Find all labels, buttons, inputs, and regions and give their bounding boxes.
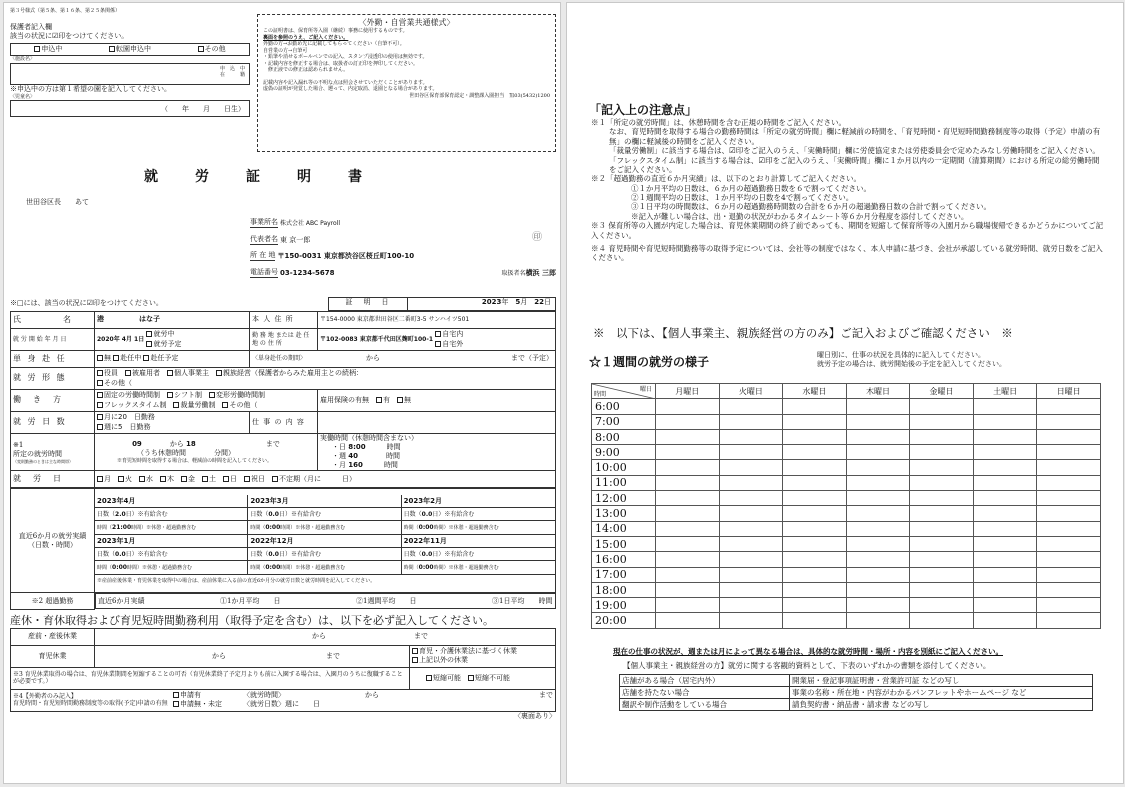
schedule-cell[interactable] xyxy=(846,429,910,444)
name-label: 氏 名 xyxy=(11,312,95,329)
cert-date-label: 証 明 日 xyxy=(328,297,408,311)
docs-table xyxy=(619,674,1093,711)
schedule-cell[interactable] xyxy=(783,567,847,582)
schedule-cell[interactable] xyxy=(910,460,974,475)
schedule-cell[interactable] xyxy=(1037,521,1101,536)
schedule-cell[interactable] xyxy=(973,613,1037,628)
style-options[interactable]: 固定の労働時間制 シフト制 変形労働時間制 フレックスタイム制 裁量労働制 その他（ xyxy=(95,390,318,412)
schedule-cell[interactable] xyxy=(1037,598,1101,613)
schedule-cell[interactable] xyxy=(656,521,720,536)
hour-row xyxy=(592,429,1101,444)
hour-label: 13:00 xyxy=(592,506,656,521)
handler-name[interactable]: 横浜 三郎 xyxy=(525,268,556,277)
schedule-cell[interactable] xyxy=(719,399,783,414)
schedule-cell[interactable] xyxy=(656,567,720,582)
childcare-field[interactable]: から まで xyxy=(95,645,410,667)
schedule-cell[interactable] xyxy=(783,582,847,597)
job-label: 仕 事 の 内 容 xyxy=(250,412,318,434)
cert-table xyxy=(10,297,556,721)
schedule-cell[interactable] xyxy=(1037,491,1101,506)
start-field[interactable]: 2020年 4月 1日 就労中 就労予定 xyxy=(95,329,250,351)
schedule-cell[interactable] xyxy=(1037,613,1101,628)
notes-list xyxy=(591,118,1106,263)
facility-label: 〈施設名〉 xyxy=(10,56,36,63)
tel-row: 電話番号 03-1234-5678 取扱者名横浜 三郎 xyxy=(250,267,556,277)
schedule-cell[interactable] xyxy=(719,552,783,567)
schedule-cell[interactable] xyxy=(656,399,720,414)
schedule-cell[interactable] xyxy=(783,475,847,490)
day-header: 木曜日 xyxy=(846,384,910,399)
schedule-cell[interactable] xyxy=(846,506,910,521)
employer-tel[interactable]: 03-1234-5678 xyxy=(280,268,335,277)
child-label: 〈児童名〉 xyxy=(10,93,36,100)
start-label: 就 労 開 始 年 月 日 xyxy=(11,329,95,351)
hour-label: 18:00 xyxy=(592,582,656,597)
hour-label: 9:00 xyxy=(592,445,656,460)
notice-line: 外勤の方→お勤め先に記載してもらってください（自筆不可）。 xyxy=(263,41,405,47)
notice-box xyxy=(257,14,556,152)
schedule-cell[interactable] xyxy=(973,521,1037,536)
notice-line: この証明書は、保育所等入園（継続）事務に使用するものです。 xyxy=(263,28,408,34)
schedule-cell[interactable] xyxy=(910,445,974,460)
schedule-cell[interactable] xyxy=(846,491,910,506)
weekly-table xyxy=(591,383,1101,629)
company-row: 事業所名 株式会社 ABC Payroll xyxy=(250,217,341,228)
record-month[interactable]: 2022年12月 日数（0.0日）※有給含む 時間（0:00時間）※休憩・超過勤務含む xyxy=(248,534,401,574)
employer-block xyxy=(250,213,556,278)
hour-row xyxy=(592,598,1101,613)
schedule-cell[interactable] xyxy=(973,414,1037,429)
docs-row xyxy=(620,687,1093,699)
style-label: 働 き 方 xyxy=(11,390,95,412)
notice-line: ・記載内容を修正する場合は、取扱者の訂正印を押印してください。 xyxy=(263,60,419,67)
docs-intro: 【個人事業主・親族経営の方】就労に関する客観的資料として、下表のいずれかの書類を添付してください。 xyxy=(623,661,991,670)
schedule-cell[interactable] xyxy=(783,491,847,506)
hour-row xyxy=(592,399,1101,414)
note4-row[interactable]: ※4【外勤者のみ記入】 育児時間・育児短時間勤務制度等の取得(予定)申請の有無 申請有 申請無・未定 〈就労時間〉 から まで 〈就労日数〉週に 日 xyxy=(11,689,556,711)
hour-row xyxy=(592,506,1101,521)
schedule-cell[interactable] xyxy=(973,536,1037,551)
hour-label: 14:00 xyxy=(592,521,656,536)
schedule-cell[interactable] xyxy=(719,429,783,444)
schedule-cell[interactable] xyxy=(783,521,847,536)
hour-label: 20:00 xyxy=(592,613,656,628)
applicant-name[interactable]: 港 はな子 xyxy=(95,312,250,329)
option-transfer[interactable]: 転園申込中 xyxy=(109,45,151,54)
schedule-cell[interactable] xyxy=(1037,414,1101,429)
day-header: 火曜日 xyxy=(719,384,783,399)
guardian-options xyxy=(10,43,250,56)
day-header: 日曜日 xyxy=(1037,384,1101,399)
cert-date[interactable]: 2023年 5月 22日 xyxy=(408,297,556,311)
note-item: なお、育児時間を取得する場合の勤務時間は「所定の就労時間」欄に軽減前の時間を、「育児時間・育児短時間勤務制度等の取得（予定）申請の有無」の欄に軽減後の時間をご記入ください。 xyxy=(609,127,1101,146)
schedule-cell[interactable] xyxy=(719,613,783,628)
workdays-label: 就 労 日 xyxy=(11,471,95,488)
insurance-field[interactable]: 雇用保険の有無 有 無 xyxy=(318,390,556,412)
record-month[interactable]: 2023年3月 日数（0.0日）※有給含む 時間（0:00時間）※休憩・超過勤務含む xyxy=(248,495,401,534)
hour-label: 7:00 xyxy=(592,414,656,429)
hour-row xyxy=(592,567,1101,582)
schedule-cell[interactable] xyxy=(973,475,1037,490)
note-item: ※記入が難しい場合は、出・退勤の状況がわかるタイムシート等６か月分程度を添付してください。 xyxy=(631,211,969,221)
hour-label: 15:00 xyxy=(592,536,656,551)
single-options[interactable]: 無 赴任中 赴任予定 xyxy=(95,351,250,368)
single-label: 単 身 赴 任 xyxy=(11,351,95,368)
docs-case: 翻訳や制作活動をしている場合 xyxy=(620,699,790,711)
schedule-cell[interactable] xyxy=(1037,536,1101,551)
weekday-options[interactable]: 月 火 水 木 金 土 日 祝日 不定期（月に 日） xyxy=(95,471,556,488)
docs-required: 事業の名称・所在地・内容がわかるパンフレットやホームページ など xyxy=(790,687,1093,699)
schedule-cell[interactable] xyxy=(719,475,783,490)
schedule-cell[interactable] xyxy=(1037,475,1101,490)
cert-instruction: ※□には、該当の状況に☑印をつけてください。 xyxy=(10,299,163,308)
schedule-cell[interactable] xyxy=(910,552,974,567)
hour-row xyxy=(592,536,1101,551)
red-note: 現在の仕事の状況が、週または月によって異なる場合は、具体的な就労時間・場所・内容を別紙にご記入ください。 xyxy=(613,647,1003,656)
schedule-cell[interactable] xyxy=(719,567,783,582)
schedule-cell[interactable] xyxy=(846,552,910,567)
hour-row xyxy=(592,613,1101,628)
law-options[interactable]: 育児・介護休業法に基づく休業 上記以外の休業 xyxy=(410,645,556,667)
schedule-cell[interactable] xyxy=(656,582,720,597)
schedule-cell[interactable] xyxy=(783,445,847,460)
workplace-field[interactable]: 〒102-0083 東京都千代田区麹町100-1 自宅内 自宅外 xyxy=(318,329,556,351)
schedule-cell[interactable] xyxy=(1037,399,1101,414)
facility-status: 申 込 中 在 籍 xyxy=(219,65,245,79)
applicant-address[interactable]: 〒154-0000 東京都世田谷区二番町3-5 サンハイツ501 xyxy=(318,312,556,329)
handler-row: 取扱者名横浜 三郎 xyxy=(501,268,556,277)
schedule-cell[interactable] xyxy=(973,491,1037,506)
note4-body: 育児時間・育児短時間勤務制度等の取得(予定)申請の有無 xyxy=(13,700,168,708)
schedule-cell[interactable] xyxy=(846,567,910,582)
schedule-cell[interactable] xyxy=(656,414,720,429)
maternity-field[interactable]: から まで xyxy=(95,628,556,645)
note-item: ※４ 育児時間や育児短時間勤務等の取得予定については、会社等の制度ではなく、本人申請に基づき、会社が承認している就労時間、就労日数をご記入ください。 xyxy=(591,243,1103,263)
note-item: ※３ 保育所等の入園が内定した場合は、育児休業期間の終了前であっても、期間を短縮して保育所等の入園月から職場復帰できるかどうかについてご記入ください。 xyxy=(591,221,1104,240)
schedule-cell[interactable] xyxy=(910,567,974,582)
hour-row xyxy=(592,521,1101,536)
weekly-corner: 曜日 時間 xyxy=(592,384,656,399)
day-header: 水曜日 xyxy=(783,384,847,399)
days-label: 就 労 日 数 xyxy=(11,412,95,434)
guardian-instruction: 該当の状況に☑印をつけてください。 xyxy=(10,32,129,41)
note-item: 「裁量労働制」に該当する場合は、☑印をご記入のうえ、「実働時間」欄に労使協定または労使委員会で定めたみなし労働時間をご記入ください。「フレックスタイム制」に該当する場合は、☑印をご記入のうえ、「実働時間」欄に１か月以内の一定期間（清算期間）における所定の総労働時間をご記入ください。 xyxy=(609,146,1100,174)
day-header: 土曜日 xyxy=(973,384,1037,399)
form-back-page xyxy=(566,2,1124,784)
note-item: ①１か月平均の日数は、６か月の超過勤務日数を６で割ってください。 xyxy=(631,183,871,193)
guardian-title: 保護者記入欄 xyxy=(10,23,52,31)
hours-field[interactable]: 09 から 18 まで （うち休憩時間 分間） ※育児短時間を取得する場合は、軽減前の時間を記入してください。 xyxy=(95,434,318,471)
work-time-field[interactable]: 実働時間（休憩時間含まない） ・日 8:00 時間 ・週 40 時間 ・月 160 時間 xyxy=(318,434,556,471)
schedule-cell[interactable] xyxy=(656,536,720,551)
schedule-cell[interactable] xyxy=(910,536,974,551)
schedule-cell[interactable] xyxy=(783,460,847,475)
schedule-cell[interactable] xyxy=(846,475,910,490)
record-label: 直近6か月の就労実績（日数・時間） xyxy=(11,489,95,593)
hour-row xyxy=(592,460,1101,475)
hour-row xyxy=(592,414,1101,429)
schedule-cell[interactable] xyxy=(656,613,720,628)
docs-required: 請負契約書・納品書・請求書 などの写し xyxy=(790,699,1093,711)
schedule-cell[interactable] xyxy=(719,491,783,506)
schedule-cell[interactable] xyxy=(910,613,974,628)
schedule-cell[interactable] xyxy=(846,460,910,475)
schedule-cell[interactable] xyxy=(973,598,1037,613)
self-employed-heading: ※ 以下は、【個人事業主、親族経営の方のみ】ご記入およびご確認ください ※ xyxy=(593,326,1013,340)
schedule-cell[interactable] xyxy=(846,414,910,429)
hour-row xyxy=(592,491,1101,506)
schedule-cell[interactable] xyxy=(656,475,720,490)
schedule-cell[interactable] xyxy=(973,552,1037,567)
schedule-cell[interactable] xyxy=(1037,567,1101,582)
schedule-cell[interactable] xyxy=(656,491,720,506)
child-name-field[interactable] xyxy=(10,100,250,117)
note-item: ②１週間平均の日数は、１か月平均の日数を4で割ってください。 xyxy=(631,193,854,202)
schedule-cell[interactable] xyxy=(846,598,910,613)
hour-label: 12:00 xyxy=(592,491,656,506)
record-month[interactable]: 2023年1月 日数（0.0日）※有給含む 時間（0:00時間）※休憩・超過勤務含む xyxy=(95,534,248,574)
record-month[interactable]: 2023年4月 日数（2.0日）※有給含む 時間（21:00時間）※休憩・超過勤務含む xyxy=(95,495,248,534)
overtime-label: ※2 超過勤務 xyxy=(11,593,95,610)
rep-name[interactable]: 東 京一郎 xyxy=(280,235,311,244)
schedule-cell[interactable] xyxy=(783,552,847,567)
hour-label: 19:00 xyxy=(592,598,656,613)
schedule-cell[interactable] xyxy=(910,399,974,414)
schedule-cell[interactable] xyxy=(910,414,974,429)
shorten-options[interactable]: 短縮可能 短縮不可能 xyxy=(410,667,556,689)
address-label: 本 人 住 所 xyxy=(250,312,318,329)
cert-header xyxy=(10,297,556,311)
hours-label: ※1 所定の就労時間 （変則勤務のときは主な時間帯） xyxy=(11,434,95,471)
option-other[interactable]: その他 xyxy=(198,45,226,54)
schedule-cell[interactable] xyxy=(973,567,1037,582)
notes-title: 「記入上の注意点」 xyxy=(589,103,698,117)
schedule-cell[interactable] xyxy=(656,598,720,613)
schedule-cell[interactable] xyxy=(846,521,910,536)
schedule-cell[interactable] xyxy=(910,582,974,597)
single-period[interactable]: 〈単身赴任の期間〉 から まで（予定） xyxy=(250,351,556,368)
hour-label: 16:00 xyxy=(592,552,656,567)
page-title: 就 労 証 明 書 xyxy=(144,169,365,185)
schedule-cell[interactable] xyxy=(783,613,847,628)
schedule-cell[interactable] xyxy=(1037,445,1101,460)
hour-label: 6:00 xyxy=(592,399,656,414)
birth-label: （ 年 月 日生） xyxy=(161,105,245,114)
form-front-page xyxy=(3,2,561,784)
record-month[interactable]: 2023年2月 日数（0.0日）※有給含む 時間（0:00時間）※休憩・超過勤務含む xyxy=(402,495,555,534)
overtime-field[interactable]: 直近6か月実績 ①1か月平均 日 ②1週間平均 日 ③1日平均 時間 xyxy=(95,593,556,609)
schedule-cell[interactable] xyxy=(719,460,783,475)
schedule-cell[interactable] xyxy=(846,582,910,597)
form-label: 就 労 形 態 xyxy=(11,368,95,390)
record-table xyxy=(10,488,556,610)
notice-line: 記載内容や記入漏れ等の不明な点は照会させていただくことがあります。 xyxy=(263,79,428,86)
childcare-label: 育児休業 xyxy=(11,645,95,667)
hour-row xyxy=(592,445,1101,460)
schedule-cell[interactable] xyxy=(910,429,974,444)
schedule-cell[interactable] xyxy=(910,491,974,506)
schedule-cell[interactable] xyxy=(846,536,910,551)
schedule-cell[interactable] xyxy=(656,460,720,475)
notice-line: 自営業の方→自筆可 xyxy=(263,47,308,54)
schedule-cell[interactable] xyxy=(719,536,783,551)
schedule-cell[interactable] xyxy=(783,399,847,414)
schedule-cell[interactable] xyxy=(973,460,1037,475)
schedule-cell[interactable] xyxy=(783,536,847,551)
weekly-title: ☆１週間の就労の様子 xyxy=(589,355,710,369)
form-options[interactable]: 役員 被雇用者 個人事業主 親族経営（保護者からみた雇用主との続柄： その他（ xyxy=(95,368,556,390)
detail-table xyxy=(10,311,556,488)
leave-heading: 産休・育休取得および育児短時間勤務利用（取得予定を含む）は、以下を必ず記入してください。 xyxy=(10,613,494,627)
schedule-cell[interactable] xyxy=(656,445,720,460)
schedule-cell[interactable] xyxy=(656,429,720,444)
option-applying[interactable]: 申込中 xyxy=(34,45,62,54)
hour-row xyxy=(592,582,1101,597)
schedule-cell[interactable] xyxy=(783,429,847,444)
note-item: ※２「超過勤務の直近６か月実績」は、以下のとおり計算してご記入ください。 xyxy=(591,174,861,184)
schedule-cell[interactable] xyxy=(719,582,783,597)
guardian-note: ※申込中の方は第１希望の園を記入してください。 xyxy=(10,84,171,93)
notice-line: 修正液での修正は認められません。 xyxy=(263,67,349,73)
day-header: 金曜日 xyxy=(910,384,974,399)
notice-footer: 世田谷区保育部保育認定・調整課入園担当 ℡03(5432)1200 xyxy=(409,92,550,99)
back-note: 〈裏面あり〉 xyxy=(514,711,556,720)
schedule-cell[interactable] xyxy=(1037,506,1101,521)
schedule-cell[interactable] xyxy=(783,598,847,613)
schedule-cell[interactable] xyxy=(719,598,783,613)
notice-line: ・鉛筆や消せるボールペンでの記入、スタンプ浸透印の使用は無効です。 xyxy=(263,54,428,60)
schedule-cell[interactable] xyxy=(973,399,1037,414)
schedule-cell[interactable] xyxy=(973,582,1037,597)
schedule-cell[interactable] xyxy=(656,552,720,567)
docs-case: 店舗がある場合（居宅内外） xyxy=(620,675,790,687)
schedule-cell[interactable] xyxy=(783,414,847,429)
schedule-cell[interactable] xyxy=(910,598,974,613)
schedule-cell[interactable] xyxy=(910,506,974,521)
schedule-cell[interactable] xyxy=(1037,429,1101,444)
leave-note: ※産前産後休業・育児休業を取得中の場合は、産前休業に入る前の直近6か月分の就労日数と就労時間を記入してください。 xyxy=(95,574,555,586)
addressee: 世田谷区長 あて xyxy=(26,198,89,206)
docs-row xyxy=(620,675,1093,687)
notice-title: 〈外勤・自営業共通様式〉 xyxy=(358,18,455,27)
guardian-section xyxy=(10,23,250,117)
docs-row xyxy=(620,699,1093,711)
job-field[interactable] xyxy=(318,412,556,434)
schedule-cell[interactable] xyxy=(1037,552,1101,567)
note-item: ③１日平均の時間数は、６か月の超過勤務時間数の合計を６か月の超過勤務日数の合計で割ってください。 xyxy=(631,202,991,212)
record-month[interactable]: 2022年11月 日数（0.0日）※有給含む 時間（0:00時間）※休憩・超過勤務含む xyxy=(402,534,555,574)
maternity-label: 産前・産後休業 xyxy=(11,628,95,645)
workplace-label: 勤 務 地 または 赴 任 地 の 住 所 xyxy=(250,329,318,351)
schedule-cell[interactable] xyxy=(719,414,783,429)
notice-line: 虚偽の証明が発覚した場合、遡って、内定取消、退園となる場合があります。 xyxy=(263,86,438,92)
schedule-cell[interactable] xyxy=(973,445,1037,460)
form-code: 第３号様式（第５条、第１６条、第２５条関係） xyxy=(10,8,121,14)
schedule-cell[interactable] xyxy=(719,506,783,521)
schedule-cell[interactable] xyxy=(846,399,910,414)
hour-label: 8:00 xyxy=(592,429,656,444)
schedule-cell[interactable] xyxy=(1037,582,1101,597)
hour-row xyxy=(592,475,1101,490)
schedule-cell[interactable] xyxy=(656,506,720,521)
note-item: ※１「所定の就労時間」は、休憩時間を含む正規の時間をご記入ください。 xyxy=(591,118,846,127)
seal-icon: ㊞ xyxy=(532,232,542,243)
record-grid xyxy=(95,489,556,593)
docs-required: 開業届・登記事項証明書・営業許可証 などの写し xyxy=(790,675,1093,687)
day-header: 月曜日 xyxy=(656,384,720,399)
hour-label: 17:00 xyxy=(592,567,656,582)
company-name[interactable]: 株式会社 ABC Payroll xyxy=(280,220,341,228)
leave-table xyxy=(10,628,556,712)
weekly-desc: 曜日別に、仕事の状況を具体的に記入してください。 就労予定の場合は、就労開始後の予定を記入してください。 xyxy=(817,351,1006,369)
address-row: 所 在 地 〒150-0031 東京都渋谷区桜丘町100-10 xyxy=(250,250,415,260)
note3: ※3 育児休業取得の場合は、育児休業期間を短縮することの可否（育児休業終了予定月よりも前に入園する場合は、入園月のうちに復職することが必要です。） xyxy=(11,667,410,689)
schedule-cell[interactable] xyxy=(846,613,910,628)
schedule-cell[interactable] xyxy=(973,429,1037,444)
employer-address[interactable]: 〒150-0031 東京都渋谷区桜丘町100-10 xyxy=(277,251,415,260)
schedule-cell[interactable] xyxy=(910,521,974,536)
schedule-cell[interactable] xyxy=(910,475,974,490)
note4-title: ※4【外勤者のみ記入】 xyxy=(13,692,77,700)
notice-line: 裏面を参照のうえ、ご記入ください。 xyxy=(263,34,349,41)
facility-field[interactable] xyxy=(10,63,250,85)
hour-label: 10:00 xyxy=(592,460,656,475)
schedule-cell[interactable] xyxy=(973,506,1037,521)
schedule-cell[interactable] xyxy=(846,445,910,460)
hour-label: 11:00 xyxy=(592,475,656,490)
hour-row xyxy=(592,552,1101,567)
schedule-cell[interactable] xyxy=(719,521,783,536)
schedule-cell[interactable] xyxy=(719,445,783,460)
schedule-cell[interactable] xyxy=(1037,460,1101,475)
schedule-cell[interactable] xyxy=(783,506,847,521)
rep-row: 代表者名 東 京一郎 ㊞ xyxy=(250,232,542,244)
days-field[interactable]: 月に20 日勤務 週に5 日勤務 xyxy=(95,412,250,434)
docs-case: 店舗を持たない場合 xyxy=(620,687,790,699)
